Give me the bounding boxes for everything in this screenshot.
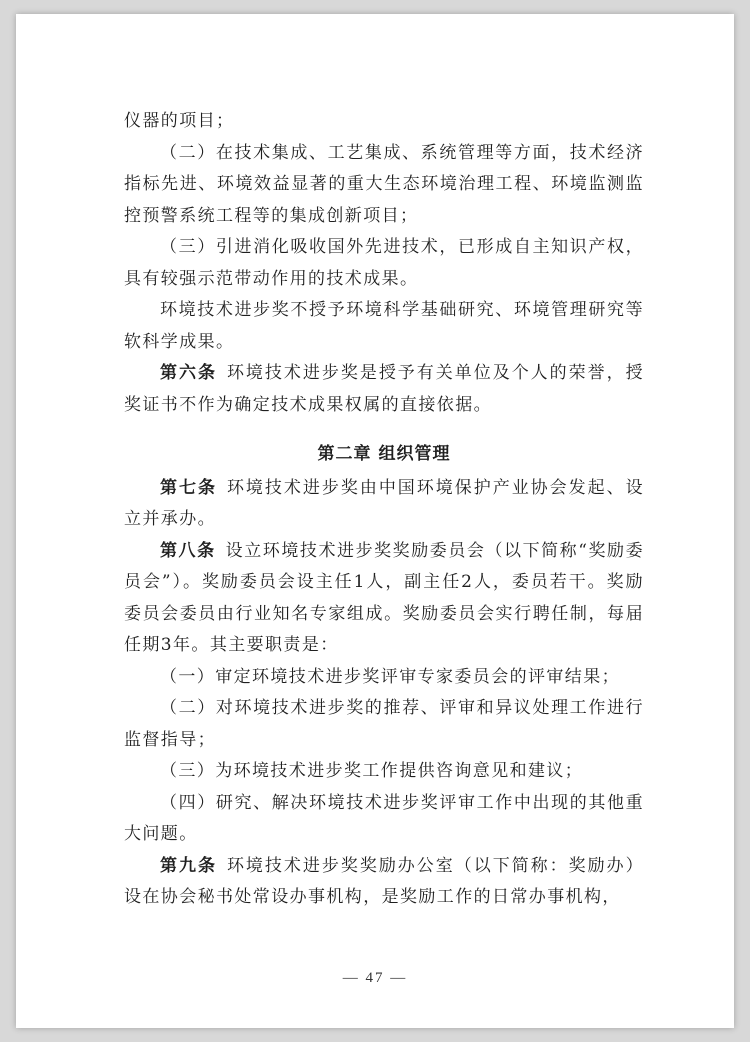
- duty-two-paragraph: （二）对环境技术进步奖的推荐、评审和异议处理工作进行监督指导；: [124, 698, 644, 750]
- article-eight: [124, 536, 644, 662]
- article-text: 环境技术进步奖是授予有关单位及个人的荣誉，授奖证书不作为确定技术成果权属的直接依据。: [124, 363, 644, 415]
- article-text: 环境技术进步奖奖励办公室（以下简称：奖励办）设在协会秘书处常设办事机构，是奖励工作的日常办事机构，: [124, 855, 644, 907]
- duty-four-paragraph: （四）研究、解决环境技术进步奖评审工作中出现的其他重大问题。: [124, 792, 644, 844]
- article-text: 环境技术进步奖由中国环境保护产业协会发起、设立并承办。: [124, 477, 644, 529]
- paragraph-continuation: 仪器的项目；: [124, 111, 235, 131]
- page-number: — 47 —: [342, 970, 408, 986]
- article-seven: [124, 473, 644, 536]
- article-label: 第八条: [160, 540, 216, 561]
- article-text: 设立环境技术进步奖奖励委员会（以下简称“奖励委员会”）。奖励委员会设主任1人，副主任2人，委员若干。奖励委员会委员由行业知名专家组成。奖励委员会实行聘任制，每届任期3年。其主要职责是：: [124, 540, 644, 655]
- document-page: [16, 14, 734, 1028]
- article-label: 第九条: [160, 855, 217, 876]
- article-six: [124, 358, 644, 421]
- duty-three-paragraph: （三）为环境技术进步奖工作提供咨询意见和建议；: [160, 761, 584, 781]
- article-label: 第六条: [160, 363, 217, 383]
- article-label: 第七条: [160, 477, 217, 498]
- article-nine: [124, 851, 644, 914]
- item-two-paragraph: （二）在技术集成、工艺集成、系统管理等方面，技术经济指标先进、环境效益显著的重大生态环境治理工程、环境监测监控预警系统工程等的集成创新项目；: [124, 142, 644, 226]
- duty-one-paragraph: （一）审定环境技术进步奖评审专家委员会的评审结果；: [160, 666, 620, 687]
- exclusion-paragraph: 环境技术进步奖不授予环境科学基础研究、环境管理研究等软科学成果。: [124, 300, 644, 352]
- document-body: [124, 106, 644, 914]
- chapter-heading: 第二章 组织管理: [317, 444, 451, 464]
- item-three-paragraph: （三）引进消化吸收国外先进技术，已形成自主知识产权，具有较强示范带动作用的技术成果。: [124, 237, 644, 289]
